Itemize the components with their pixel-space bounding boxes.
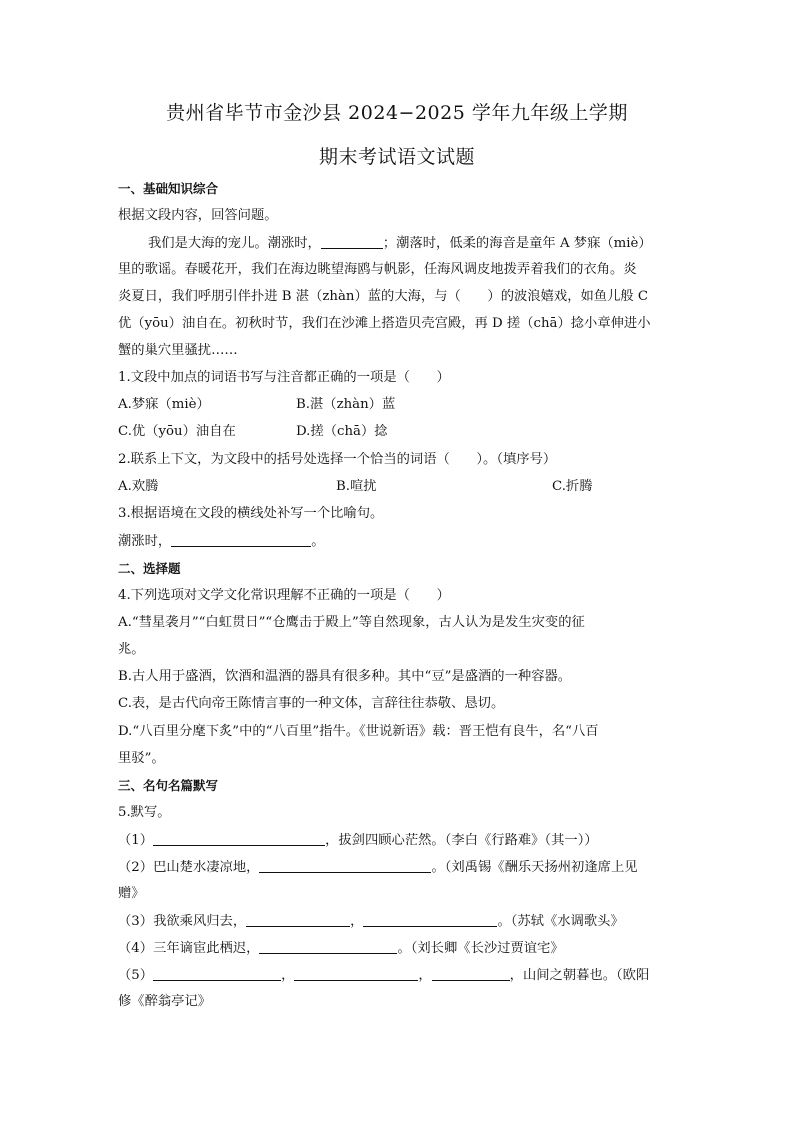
q3-answer-line xyxy=(118,532,678,551)
recite-item-2-cont: 赠》 xyxy=(118,886,145,901)
q1-option-b[interactable]: B.湛（zhàn）蓝 xyxy=(296,397,396,412)
question-5: 5.默写。 xyxy=(118,805,171,820)
q3-suffix: 。 xyxy=(311,534,325,549)
item-text: 三年谪宦此栖迟， xyxy=(153,941,260,956)
recite-blank[interactable] xyxy=(259,939,397,954)
q2-option-a[interactable]: A.欢腾 xyxy=(118,479,159,494)
section-heading-1: 一、基础知识综合 xyxy=(118,181,219,196)
section-heading-3: 三、名句名篇默写 xyxy=(118,778,219,793)
recite-item-2 xyxy=(118,858,678,877)
item-number: （1） xyxy=(118,833,154,848)
q4-option-c[interactable]: C.表，是古代向帝王陈情言事的一种文体，言辞往往恭敬、恳切。 xyxy=(118,696,505,711)
passage-text: 我们是大海的宠儿。潮涨时， xyxy=(148,236,321,251)
item-text: 。（刘禹锡《酬乐天扬州初逢席上见 xyxy=(431,860,638,875)
question-3: 3.根据语境在文段的横线处补写一个比喻句。 xyxy=(118,506,384,521)
recite-item-5-cont: 修《醉翁亭记》 xyxy=(118,994,212,1009)
section-heading-2: 二、选择题 xyxy=(118,561,181,576)
q1-option-c[interactable]: C.优（yōu）油自在 xyxy=(118,424,236,439)
q1-option-a[interactable]: A.梦寐（miè） xyxy=(118,397,210,412)
passage-line-3: 炎夏日，我们呼朋引伴扑进 B 湛（zhàn）蓝的大海，与（ ）的波浪嬉戏，如鱼儿般 C xyxy=(118,289,649,304)
recite-blank[interactable] xyxy=(153,831,325,846)
q4-option-d-cont: 里驳”。 xyxy=(118,751,165,766)
item-text: 。（刘长卿《长沙过贾谊宅》 xyxy=(397,941,564,956)
q4-option-b[interactable]: B.古人用于盛酒，饮酒和温酒的器具有很多种。其中“豆”是盛酒的一种容器。 xyxy=(118,669,572,684)
item-number: （4） xyxy=(118,941,154,956)
item-text: ， xyxy=(281,968,295,983)
recite-blank[interactable] xyxy=(246,912,350,927)
passage-text: ；潮落时，低柔的海音是童年 A 梦寐（miè） xyxy=(382,236,652,251)
q2-option-c[interactable]: C.折腾 xyxy=(552,479,593,494)
page-title: 贵州省毕节市金沙县 2024−2025 学年九年级上学期 xyxy=(166,102,628,124)
passage-line-1 xyxy=(148,234,678,253)
item-number: （2） xyxy=(118,860,154,875)
recite-item-5 xyxy=(118,966,678,985)
item-text: ，拔剑四顾心茫然。（李白《行路难》（其一）） xyxy=(325,833,598,848)
recite-item-1 xyxy=(118,831,678,850)
recite-blank[interactable] xyxy=(432,966,510,981)
q2-option-b[interactable]: B.喧扰 xyxy=(336,479,377,494)
passage-line-2: 里的歌谣。春暖花开，我们在海边眺望海鸥与帆影，任海风调皮地拨弄着我们的衣角。炎 xyxy=(118,262,637,277)
item-text: ， xyxy=(418,968,432,983)
item-number: （5） xyxy=(118,968,154,983)
q4-option-a-cont: 兆。 xyxy=(118,642,145,657)
recite-blank[interactable] xyxy=(153,966,281,981)
passage-line-4: 优（yōu）油自在。初秋时节，我们在沙滩上搭造贝壳宫殿，再 D 搓（chā）捻小章伸进小 xyxy=(118,316,651,331)
question-2: 2.联系上下文，为文段中的括号处选择一个恰当的词语（ ）。（填序号） xyxy=(118,452,557,467)
recite-blank[interactable] xyxy=(259,858,431,873)
item-text: ，山间之朝暮也。（欧阳 xyxy=(509,968,650,983)
q4-option-a[interactable]: A.“彗星袭月”“白虹贯日”“仓鹰击于殿上”等自然现象，古人认为是发生灾变的征 xyxy=(118,615,585,630)
q3-answer-blank[interactable] xyxy=(171,532,311,547)
question-4: 4.下列选项对文学文化常识理解不正确的一项是（ ） xyxy=(118,588,450,603)
instruction: 根据文段内容，回答问题。 xyxy=(118,208,278,223)
recite-item-4 xyxy=(118,939,678,958)
question-1: 1.文段中加点的词语书写与注音都正确的一项是（ ） xyxy=(118,370,450,385)
item-text: 。（苏轼《水调歌头》 xyxy=(497,914,624,929)
item-number: （3） xyxy=(118,914,154,929)
recite-blank[interactable] xyxy=(294,966,418,981)
page-subtitle: 期末考试语文试题 xyxy=(318,146,475,168)
q4-option-d[interactable]: D.“八百里分麾下炙”中的“八百里”指牛。《世说新语》载：晋王恺有良牛，名“八百 xyxy=(118,724,599,739)
q1-option-d[interactable]: D.搓（chā）捻 xyxy=(296,424,388,439)
item-text: 巴山楚水凄凉地， xyxy=(153,860,260,875)
recite-blank[interactable] xyxy=(363,912,497,927)
item-text: 我欲乘风归去， xyxy=(153,914,247,929)
answer-blank[interactable] xyxy=(321,234,383,249)
item-text: ， xyxy=(350,914,364,929)
passage-line-5: 蟹的巢穴里骚扰…… xyxy=(118,343,238,358)
q3-prefix: 潮涨时， xyxy=(118,534,172,549)
recite-item-3 xyxy=(118,912,678,931)
